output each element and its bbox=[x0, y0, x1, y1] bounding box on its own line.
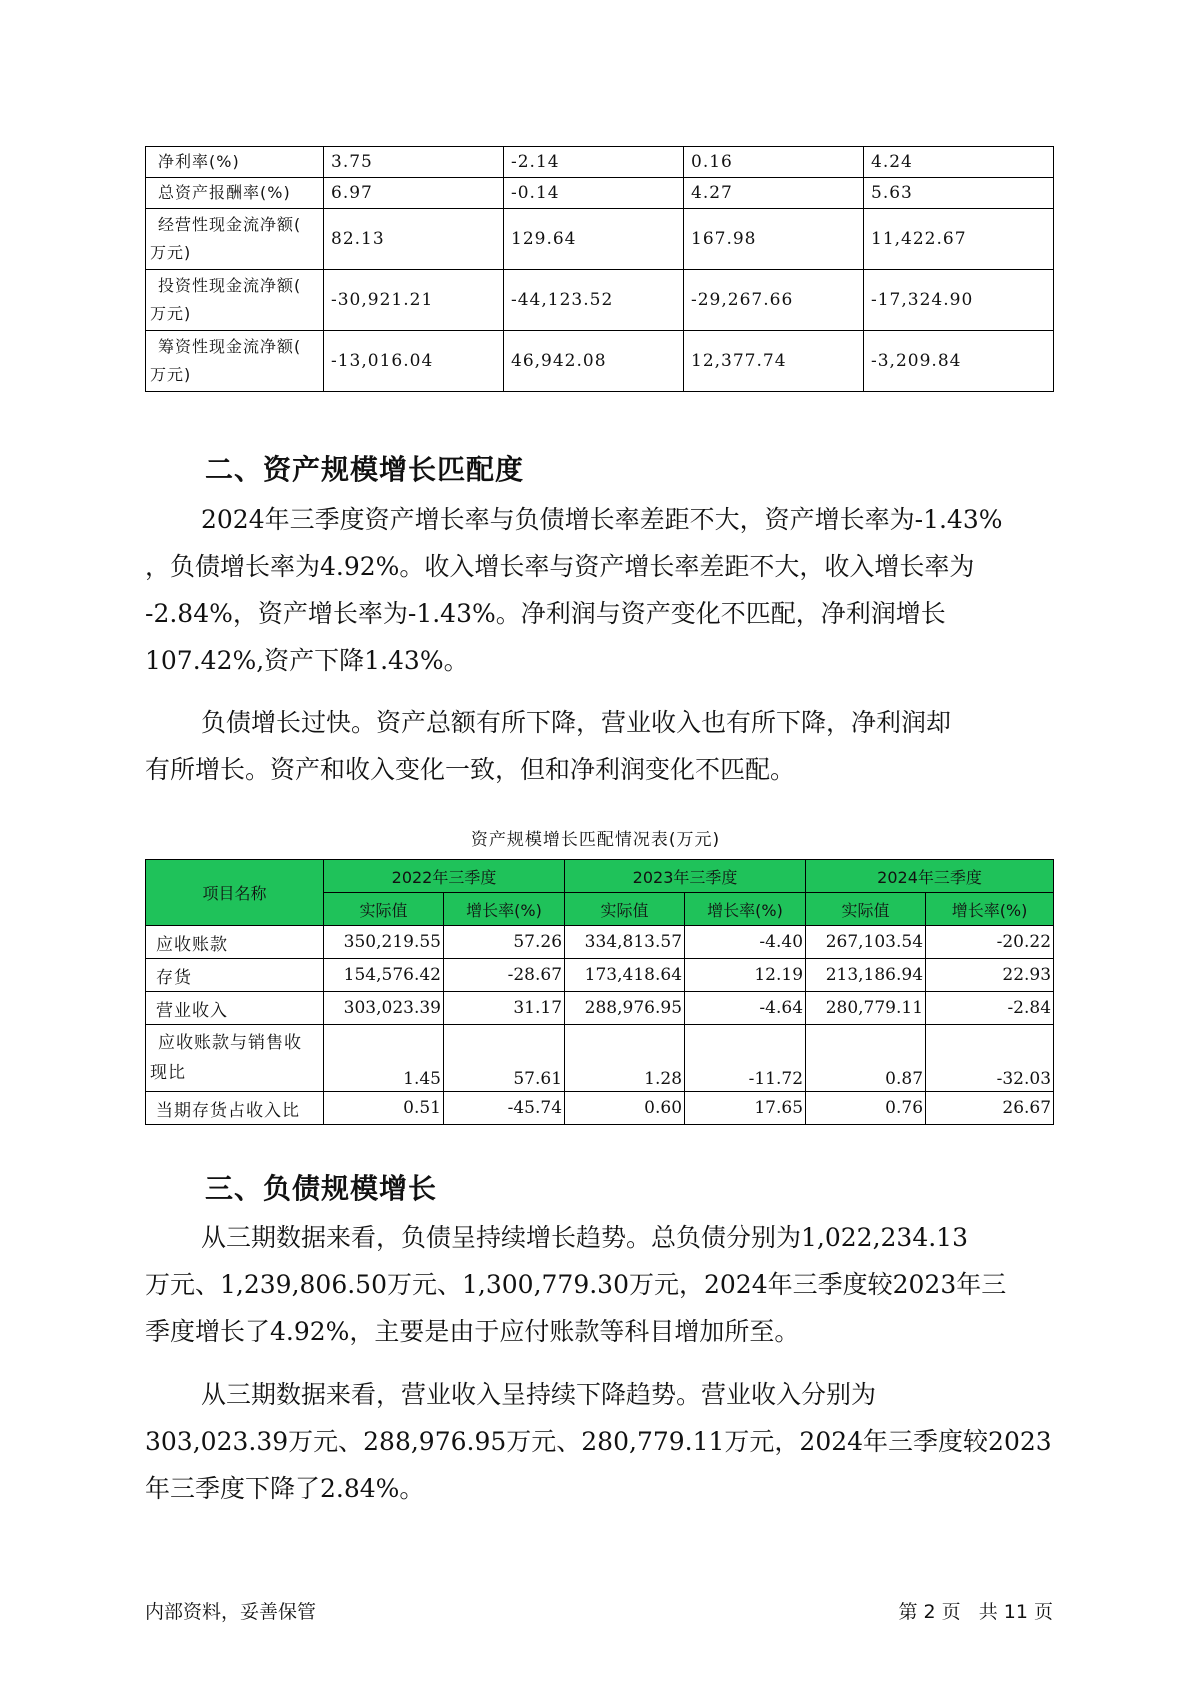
header-period: 2022年三季度 bbox=[324, 860, 565, 893]
table-row bbox=[146, 926, 1054, 959]
table-cell: 288,976.95 bbox=[565, 992, 685, 1025]
table-row bbox=[146, 270, 1054, 331]
table-cell: 12.19 bbox=[685, 959, 806, 992]
table-row bbox=[146, 147, 1054, 178]
row-label: 营业收入 bbox=[146, 992, 324, 1025]
header-period: 2023年三季度 bbox=[565, 860, 806, 893]
table-cell: 3.75 bbox=[324, 147, 504, 178]
table-cell: -17,324.90 bbox=[864, 270, 1054, 331]
table-cell: 26.67 bbox=[926, 1092, 1054, 1125]
paragraph-line: 有所增长。资产和收入变化一致，但和净利润变化不匹配。 bbox=[145, 755, 796, 784]
table-cell: -20.22 bbox=[926, 926, 1054, 959]
table-row bbox=[146, 959, 1054, 992]
row-label: 当期存货占收入比 bbox=[146, 1092, 324, 1125]
row-label bbox=[146, 209, 324, 270]
table-row bbox=[146, 331, 1054, 392]
table-cell: 22.93 bbox=[926, 959, 1054, 992]
table-cell: -44,123.52 bbox=[504, 270, 684, 331]
table-cell: 57.26 bbox=[444, 926, 565, 959]
row-label-line: 应收账款与销售收 bbox=[158, 1033, 302, 1053]
header-actual: 实际值 bbox=[565, 893, 685, 926]
footer-confidential: 内部资料，妥善保管 bbox=[145, 1601, 317, 1623]
table-cell: 1.28 bbox=[565, 1025, 685, 1092]
table-cell: 267,103.54 bbox=[806, 926, 926, 959]
section-heading: 三、负债规模增长 bbox=[205, 1172, 438, 1205]
table-cell: 280,779.11 bbox=[806, 992, 926, 1025]
paragraph-line: 负债增长过快。资产总额有所下降，营业收入也有所下降，净利润却 bbox=[201, 708, 952, 737]
header-actual: 实际值 bbox=[324, 893, 444, 926]
row-label bbox=[146, 1025, 324, 1092]
paragraph-line: 从三期数据来看，负债呈持续增长趋势。总负债分别为1,022,234.13 bbox=[201, 1223, 968, 1252]
table-cell: 154,576.42 bbox=[324, 959, 444, 992]
table-cell: 334,813.57 bbox=[565, 926, 685, 959]
row-label-line: 万元) bbox=[150, 304, 192, 323]
table-cell: 129.64 bbox=[504, 209, 684, 270]
table-cell: 0.16 bbox=[684, 147, 864, 178]
table-cell: -0.14 bbox=[504, 178, 684, 209]
paragraph bbox=[145, 699, 1065, 793]
row-label: 净利率(%) bbox=[146, 147, 324, 178]
table-cell: -3,209.84 bbox=[864, 331, 1054, 392]
row-label: 总资产报酬率(%) bbox=[146, 178, 324, 209]
table-cell: -2.14 bbox=[504, 147, 684, 178]
table-cell: -28.67 bbox=[444, 959, 565, 992]
table-cell: 6.97 bbox=[324, 178, 504, 209]
paragraph-line: 万元、1,239,806.50万元、1,300,779.30万元，2024年三季度较2023年三 bbox=[145, 1270, 1007, 1299]
paragraph-line: ，负债增长率为4.92%。收入增长率与资产增长率差距不大，收入增长率为 bbox=[145, 552, 975, 581]
table-cell: 5.63 bbox=[864, 178, 1054, 209]
paragraph-line: 303,023.39万元、288,976.95万元、280,779.11万元，2024年三季度较2023 bbox=[145, 1427, 1052, 1456]
table-cell: 167.98 bbox=[684, 209, 864, 270]
table-row bbox=[146, 992, 1054, 1025]
table-caption: 资产规模增长匹配情况表(万元) bbox=[470, 830, 721, 850]
table-cell: 31.17 bbox=[444, 992, 565, 1025]
row-label bbox=[146, 331, 324, 392]
paragraph-line: 从三期数据来看，营业收入呈持续下降趋势。营业收入分别为 bbox=[201, 1380, 877, 1409]
table-row bbox=[146, 209, 1054, 270]
section-heading: 二、资产规模增长匹配度 bbox=[205, 453, 525, 486]
header-period: 2024年三季度 bbox=[806, 860, 1054, 893]
table-cell: -2.84 bbox=[926, 992, 1054, 1025]
row-label bbox=[146, 270, 324, 331]
row-label-line: 现比 bbox=[150, 1063, 186, 1083]
table-cell: 17.65 bbox=[685, 1092, 806, 1125]
table-cell: 0.60 bbox=[565, 1092, 685, 1125]
row-label-line: 经营性现金流净额( bbox=[158, 215, 302, 234]
row-label-line: 万元) bbox=[150, 365, 192, 384]
table-cell: 12,377.74 bbox=[684, 331, 864, 392]
row-label: 存货 bbox=[146, 959, 324, 992]
row-label: 应收账款 bbox=[146, 926, 324, 959]
table-cell: 0.87 bbox=[806, 1025, 926, 1092]
table-cell: -11.72 bbox=[685, 1025, 806, 1092]
row-label-line: 投资性现金流净额( bbox=[158, 276, 302, 295]
header-item-name: 项目名称 bbox=[146, 860, 324, 926]
paragraph-line: 季度增长了4.92%，主要是由于应付账款等科目增加所至。 bbox=[145, 1317, 800, 1346]
footer-page-number: 第 2 页 共 11 页 bbox=[898, 1601, 1053, 1623]
paragraph-line: 年三季度下降了2.84%。 bbox=[145, 1474, 425, 1503]
paragraph bbox=[145, 1371, 1065, 1512]
header-growth: 增长率(%) bbox=[685, 893, 806, 926]
table-cell: 82.13 bbox=[324, 209, 504, 270]
table-header-row bbox=[146, 860, 1054, 893]
table-cell: 0.76 bbox=[806, 1092, 926, 1125]
paragraph-line: -2.84%，资产增长率为-1.43%。净利润与资产变化不匹配，净利润增长 bbox=[145, 599, 946, 628]
table-cell: -13,016.04 bbox=[324, 331, 504, 392]
table-cell: -29,267.66 bbox=[684, 270, 864, 331]
row-label-line: 筹资性现金流净额( bbox=[158, 337, 302, 356]
table-cell: 11,422.67 bbox=[864, 209, 1054, 270]
paragraph bbox=[145, 1214, 1065, 1355]
table-cell: -45.74 bbox=[444, 1092, 565, 1125]
paragraph-line: 107.42%,资产下降1.43%。 bbox=[145, 646, 469, 675]
header-growth: 增长率(%) bbox=[444, 893, 565, 926]
paragraph bbox=[145, 496, 1065, 684]
table-cell: 1.45 bbox=[324, 1025, 444, 1092]
header-growth: 增长率(%) bbox=[926, 893, 1054, 926]
table-cell: 57.61 bbox=[444, 1025, 565, 1092]
table-cell: 213,186.94 bbox=[806, 959, 926, 992]
table-cell: -4.40 bbox=[685, 926, 806, 959]
table-cell: -30,921.21 bbox=[324, 270, 504, 331]
asset-growth-match-table bbox=[145, 859, 1054, 1125]
row-label-line: 万元) bbox=[150, 243, 192, 262]
paragraph-line: 2024年三季度资产增长率与负债增长率差距不大，资产增长率为-1.43% bbox=[201, 505, 1003, 534]
table-cell: 4.24 bbox=[864, 147, 1054, 178]
table-cell: 0.51 bbox=[324, 1092, 444, 1125]
table-cell: 303,023.39 bbox=[324, 992, 444, 1025]
table-row bbox=[146, 178, 1054, 209]
header-actual: 实际值 bbox=[806, 893, 926, 926]
table-cell: -4.64 bbox=[685, 992, 806, 1025]
table-cell: 4.27 bbox=[684, 178, 864, 209]
table-cell: -32.03 bbox=[926, 1025, 1054, 1092]
table-row bbox=[146, 1025, 1054, 1092]
table-cell: 46,942.08 bbox=[504, 331, 684, 392]
financial-indicators-table bbox=[145, 146, 1054, 392]
table-cell: 350,219.55 bbox=[324, 926, 444, 959]
table-row bbox=[146, 1092, 1054, 1125]
table-cell: 173,418.64 bbox=[565, 959, 685, 992]
